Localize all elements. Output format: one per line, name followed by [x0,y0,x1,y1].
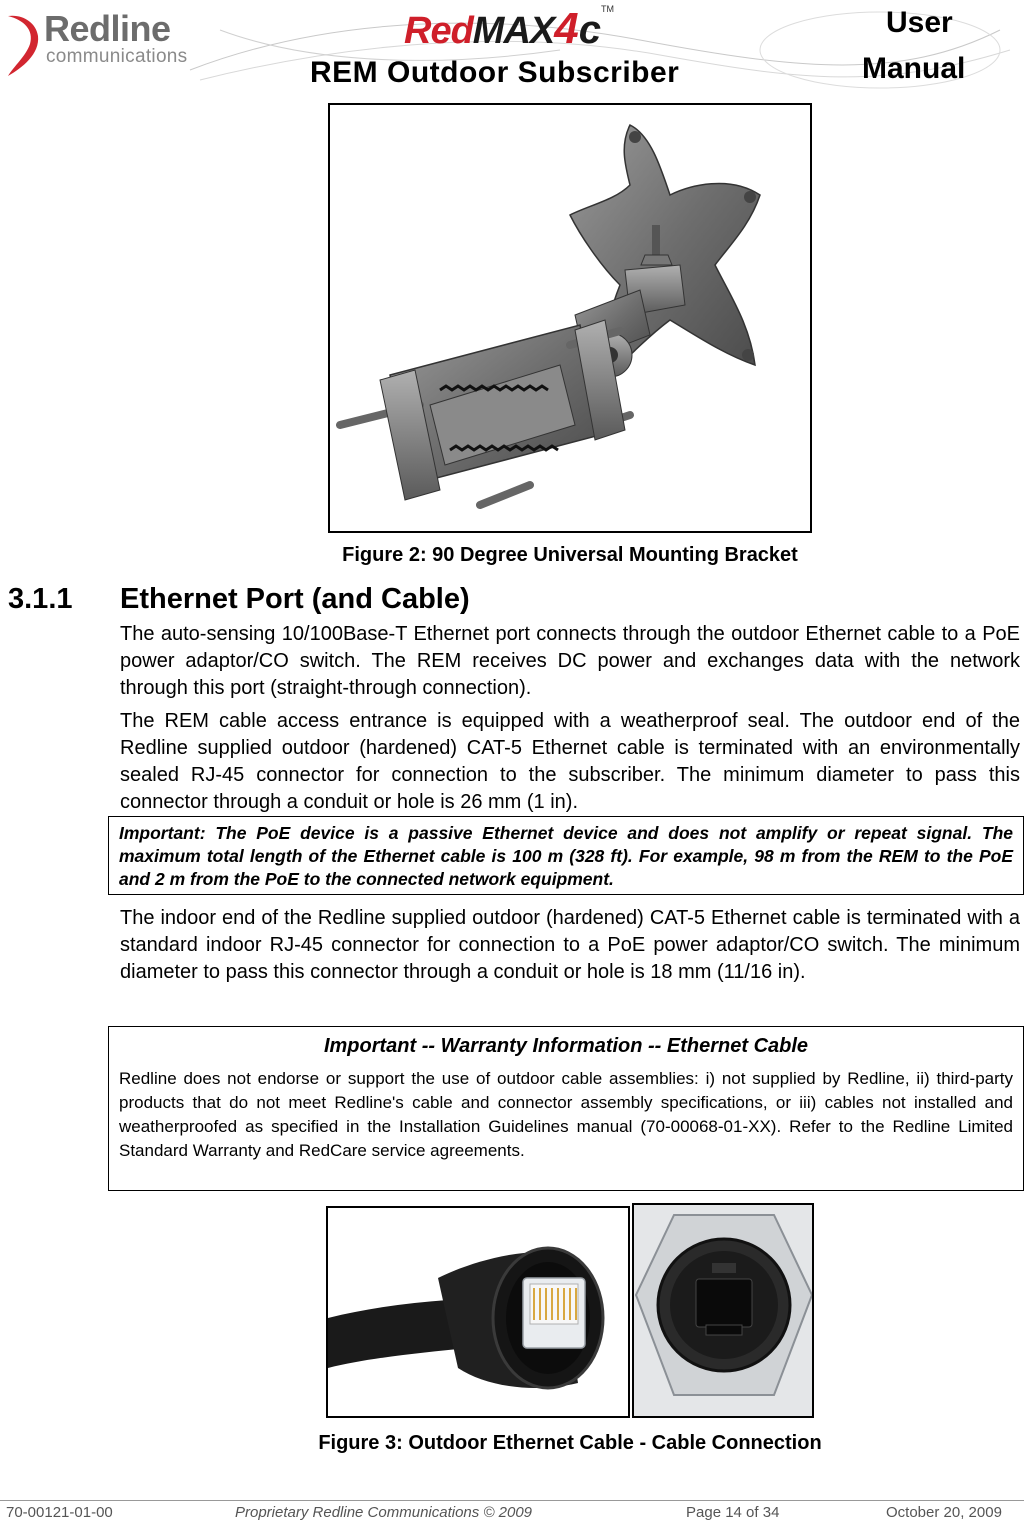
footer-doc-number: 70-00121-01-00 [6,1504,113,1521]
paragraph-indoor-end: The indoor end of the Redline supplied outdoor (hardened) CAT-5 Ethernet cable is terminated with a standard indoor RJ-45 connector for connection to a PoE power adaptor/CO switch. The minimum diameter to pass this connector through a conduit or hole is 18 mm (11/16 in). [120,907,1020,983]
figure-3-caption: Figure 3: Outdoor Ethernet Cable - Cable Connection [318,1432,822,1454]
important-note-poe: Important: The PoE device is a passive Ethernet device and does not amplify or repeat signal. The maximum total length of the Ethernet cable is 100 m (328 ft). For example, 98 m from the REM to the PoE and 2 m from the PoE to the connected network equipment. [108,816,1024,895]
warranty-title: Important -- Warranty Information -- Ethernet Cable [323,1035,809,1057]
warranty-body: Redline does not endorse or support the use of outdoor cable assemblies: i) not supplied by Redline, ii) third-party products that do not meet Redline's cable and connector assembly specifications, or iii) cables not installed and weatherproofed as specified in the Installation Guidelines manual (70-00068-01-XX). Refer to the Redline Limited Standard Warranty and RedCare service agreements. [119,1069,1013,1160]
subscriber-port-image [632,1203,814,1418]
figure-2-caption: Figure 2: 90 Degree Universal Mounting Bracket [342,544,798,566]
redline-logo-word: Redline [44,8,171,49]
redmax-max: MAX [472,10,555,52]
redmax-tm: TM [600,4,614,14]
outdoor-cable-connector-image [326,1206,630,1418]
mounting-bracket-illustration [330,105,810,531]
redline-swoosh-icon [4,10,44,80]
cable-connector-illustration [328,1208,628,1416]
redmax-c: c [578,8,601,52]
header-subtitle: REM Outdoor Subscriber [310,56,680,89]
header-manual: Manual [862,52,966,85]
redmax-red: Red [404,10,473,52]
section-title: Ethernet Port (and Cable) [120,583,470,615]
footer-divider [0,1500,1024,1501]
redmax-4c-logo [404,4,614,54]
header-user: User [886,6,953,39]
warranty-info-box [108,1026,1024,1191]
paragraph-ethernet-port: The auto-sensing 10/100Base-T Ethernet port connects through the outdoor Ethernet cable to a PoE power adaptor/CO switch. The REM receives DC power and exchanges data with the network through this port (straight-through connection). [120,623,1020,699]
paragraph-cable-access: The REM cable access entrance is equipped with a weatherproof seal. The outdoor end of the Redline supplied outdoor (hardened) CAT-5 Ethernet cable is terminated with an environmentally sealed RJ-45 connector for connection to the subscriber. The minimum diameter to pass this connector through a conduit or hole is 26 mm (1 in). [120,710,1020,813]
redmax-four: 4 [554,4,579,53]
footer-page-number: Page 14 of 34 [686,1504,780,1521]
footer-proprietary: Proprietary Redline Communications © 2009 [235,1504,533,1521]
redline-logo [4,4,204,76]
page-header [0,0,1024,100]
redline-logo-sub: communications [46,46,188,67]
mounting-bracket-image [328,103,812,533]
subscriber-port-illustration [634,1205,812,1416]
footer-date: October 20, 2009 [886,1504,1002,1521]
section-number: 3.1.1 [8,583,73,615]
